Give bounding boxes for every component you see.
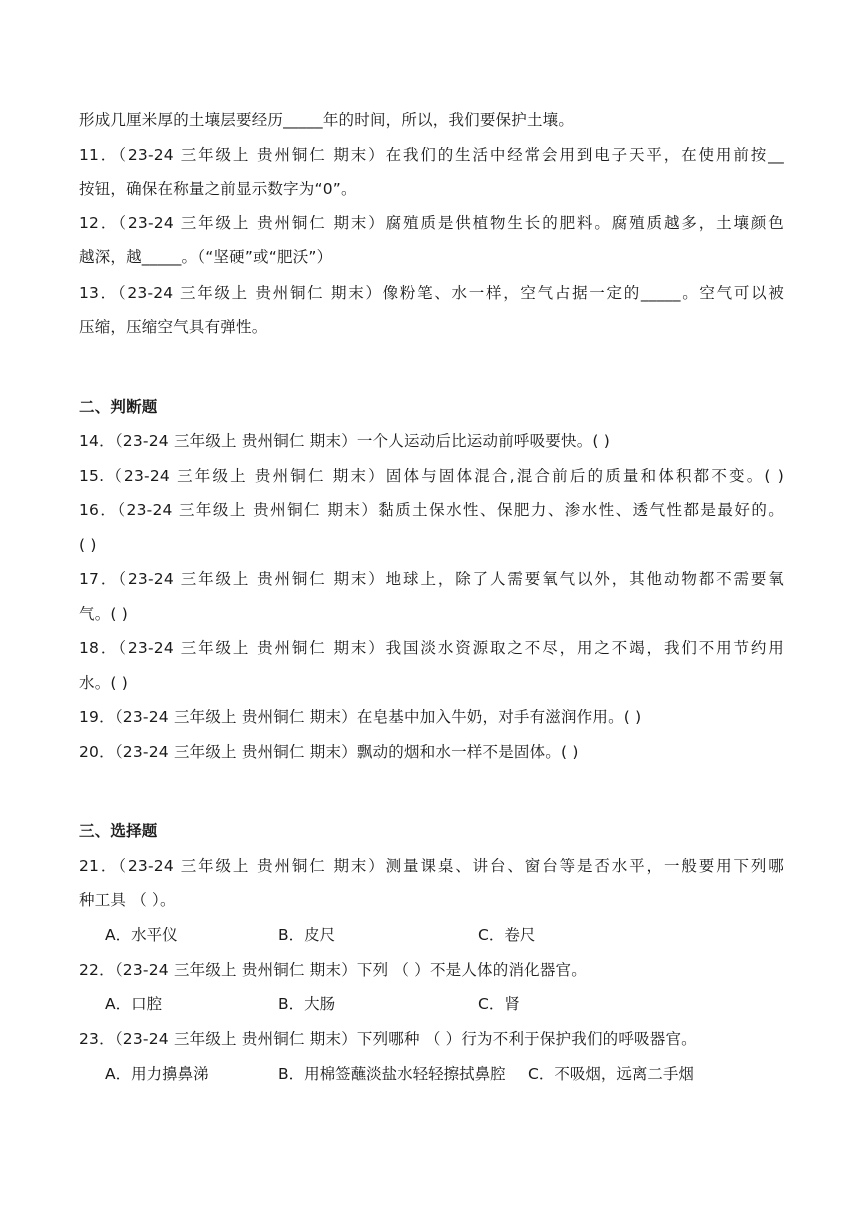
q21-line2: 种工具 （ ）。 [79,891,176,909]
q22-option-b: B．大肠 [278,995,336,1013]
q22-option-c: C．肾 [478,995,520,1013]
q20: 20．（23-24 三年级上 贵州铜仁 期末）飘动的烟和水一样不是固体。( ) [79,743,579,761]
q21-line1: 21．（23-24 三年级上 贵州铜仁 期末）测量课桌、讲台、窗台等是否水平，一般要用下列哪 [79,857,784,875]
q15: 15.（23-24 三年级上 贵州铜仁 期末）固体与固体混合,混合前后的质量和体积都不变。( ) [79,467,784,485]
q12-line2: 越深，越_____。（“坚硬”或“肥沃”） [79,248,333,266]
q11-line1: 11．（23-24 三年级上 贵州铜仁 期末）在我们的生活中经常会用到电子天平，在使用前按__ [79,146,784,164]
q11-line2: 按钮，确保在称量之前显示数字为“0”。 [79,180,357,198]
q22: 22．（23-24 三年级上 贵州铜仁 期末）下列 （ ）不是人体的消化器官。 [79,961,587,979]
q12-line1: 12．（23-24 三年级上 贵州铜仁 期末）腐殖质是供植物生长的肥料。腐殖质越多，土壤颜色 [79,214,784,232]
q23-option-b: B．用棉签蘸淡盐水轻轻擦拭鼻腔 [278,1065,506,1083]
q17-line2: 气。( ) [79,605,129,623]
q13-line2: 压缩，压缩空气具有弹性。 [79,318,268,336]
section3-heading: 三、选择题 [79,822,158,840]
q18-line2: 水。( ) [79,674,129,692]
q10-continuation: 形成几厘米厚的土壤层要经历_____年的时间，所以，我们要保护土壤。 [79,111,575,129]
q19: 19．（23-24 三年级上 贵州铜仁 期末）在皂基中加入牛奶，对手有滋润作用。( ) [79,708,642,726]
q21-option-a: A．水平仪 [105,926,178,944]
q22-option-a: A．口腔 [105,995,163,1013]
section2-heading: 二、判断题 [79,398,158,416]
q18-line1: 18．（23-24 三年级上 贵州铜仁 期末）我国淡水资源取之不尽，用之不竭，我们不用节约用 [79,639,784,657]
q16-line1: 16．（23-24 三年级上 贵州铜仁 期末）黏质土保水性、保肥力、渗水性、透气性都是最好的。 [79,501,784,519]
q14: 14．（23-24 三年级上 贵州铜仁 期末）一个人运动后比运动前呼吸要快。( ) [79,432,611,450]
q21-option-c: C．卷尺 [478,926,536,944]
q21-option-b: B．皮尺 [278,926,336,944]
q23: 23．（23-24 三年级上 贵州铜仁 期末）下列哪种 （ ）行为不利于保护我们的呼吸器官。 [79,1030,697,1048]
q23-option-c: C．不吸烟，远离二手烟 [528,1065,694,1083]
q13-line1: 13．（23-24 三年级上 贵州铜仁 期末）像粉笔、水一样，空气占据一定的_____。空气可以被 [79,284,784,302]
q17-line1: 17．（23-24 三年级上 贵州铜仁 期末）地球上，除了人需要氧气以外，其他动物都不需要氧 [79,570,784,588]
q23-option-a: A．用力擤鼻涕 [105,1065,209,1083]
q16-line2: ( ) [79,536,97,554]
